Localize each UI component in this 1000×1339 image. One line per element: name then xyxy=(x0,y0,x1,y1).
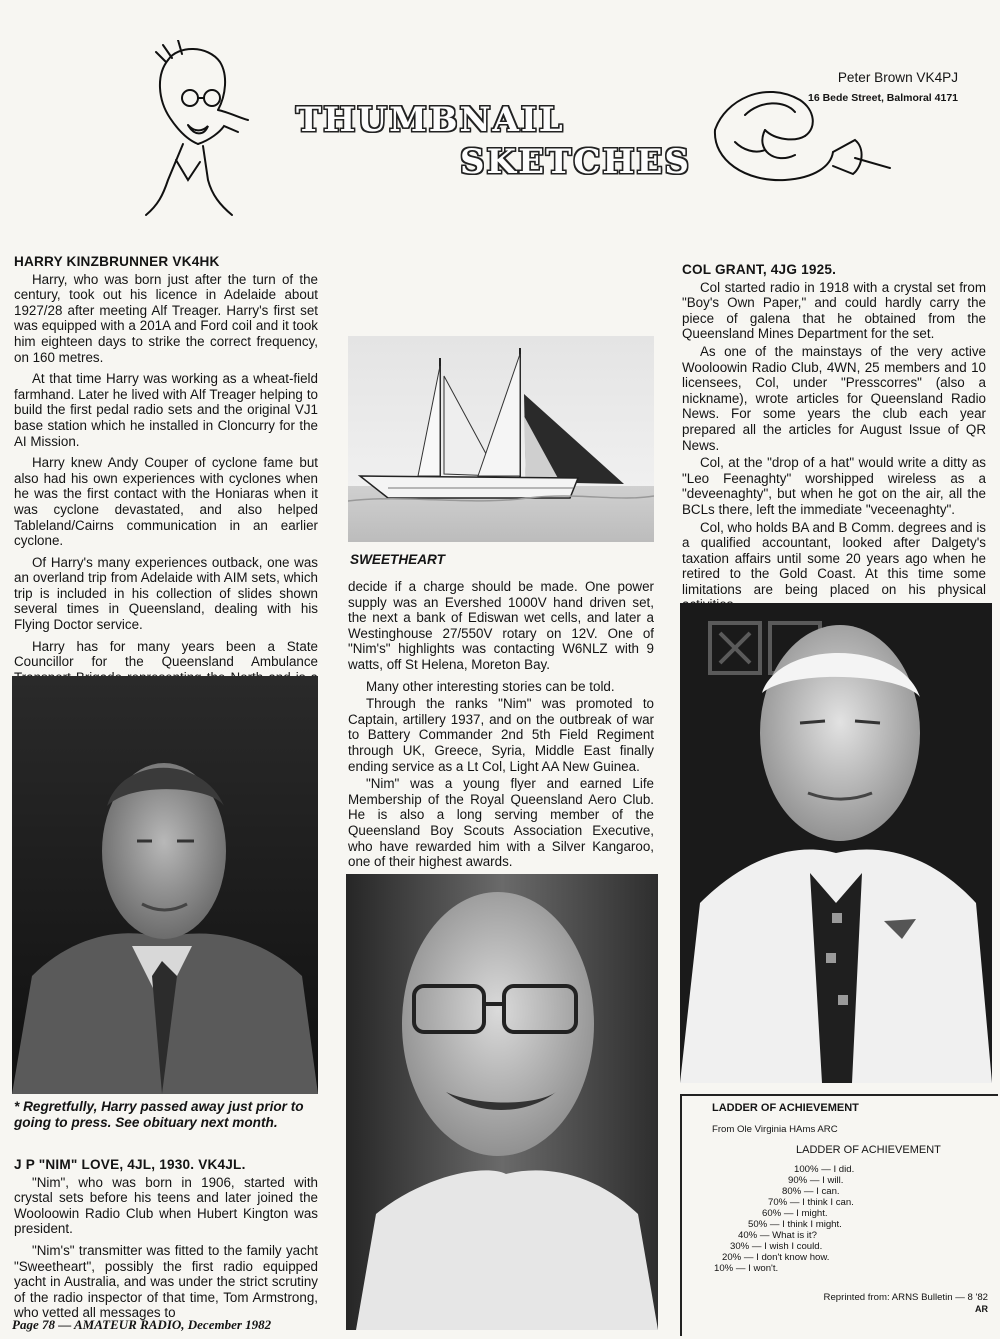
nim-column-left xyxy=(14,1157,318,1327)
harry-paragraph: Harry has for many years been a State Councillor for the Queensland Ambulance xyxy=(14,638,318,670)
harry-paragraph: Harry, who was born just after the turn of the century, took out his licence in Adelaide about 1927/28 after meeting Alf Treager. Harry's first set was equipped with a 201A and Ford coil and it took him eighteen days to strike the correct frequency, on 160 metres. xyxy=(14,271,318,365)
nim-paragraph: decide if a charge should be made. One power supply was an Evershed 1000V hand driven set, the next a bank of Ediswan wet cells, and later a Westinghouse 27/550V rotary on 12V. One of "Nim's" highlights was contacting W6NLZ with 9 watts, off St Helena, Moreton Bay. xyxy=(348,579,654,672)
yacht-photo xyxy=(348,336,654,542)
col-heading: COL GRANT, 4JG 1925. xyxy=(682,262,837,277)
harry-photo-note: * Regretfully, Harry passed away just prior to going to press. See obituary next month. xyxy=(14,1099,304,1130)
col-column xyxy=(682,262,986,619)
col-paragraph: Col, who holds BA and B Comm. degrees and is a qualified accountant, looked after Dalgety's taxation affairs until some 20 years ago when he retired to the Gold Coast. At this time some limitations are being placed on his physical xyxy=(682,519,986,597)
ladder-step: 40% — What is it? xyxy=(738,1230,817,1241)
col-paragraph: Col started radio in 1918 with a crystal set from "Boy's Own Paper," and could hardly carry the piece of galena that he obtained from the Queensland Mines Department for the set. xyxy=(682,279,986,342)
harry-paragraph: Of Harry's many experiences outback, one was an overland trip from Adelaide with AIM sets, which trip is included in his collection of slides shown several times in Queensland, dealing with his Flying Doctor service. xyxy=(14,554,318,633)
col-paragraph: Col, at the "drop of a hat" would write a ditty as "Leo Feenaghty" worshipped wireless as a "deveenaghty", but when he got on the air, all the BCLs there, left the immediate "veceenaghty". xyxy=(682,455,986,517)
ladder-step: 90% — I will. xyxy=(788,1175,844,1186)
caricature-sketch xyxy=(128,40,258,220)
nim-paragraph: "Nim" was a young flyer and earned Life Membership of the Royal Queensland Aero Club. He is also a long serving member of the Queensland Boy Scouts Association Executive, who have rewarded him with a Silver Kangaroo, one of their highest awards. xyxy=(348,776,654,870)
harry-heading: HARRY KINZBRUNNER VK4HK xyxy=(14,254,220,269)
ladder-box xyxy=(680,1094,998,1336)
ladder-reprint: Reprinted from: ARNS Bulletin — 8 '82 xyxy=(823,1292,988,1303)
page-footer: Page 78 — AMATEUR RADIO, December 1982 xyxy=(12,1317,272,1332)
ladder-step: 50% — I think I might. xyxy=(748,1219,842,1230)
title-sketches: SKETCHES xyxy=(460,142,691,182)
ar-mark: AR xyxy=(975,1304,988,1314)
nim-paragraph: "Nim's" transmitter was fitted to the family yacht "Sweetheart", possibly the first radio equipped yacht in Australia, and was under the strict scrutiny of the radio inspector of that time, Tom Armstrong, who vetted all messages to xyxy=(14,1242,318,1321)
harry-paragraph: Harry knew Andy Couper of cyclone fame but also had his own experiences with cyclones when he was the first contact with the Honiaras when it was cyclone devastated, and also helped Tableland/Cairns communication in an earlier cyclone. xyxy=(14,455,318,549)
nim-paragraph: Many other interesting stories can be told. xyxy=(366,678,615,694)
ladder-source: From Ole Virginia HAms ARC xyxy=(712,1124,838,1135)
col-paragraph: As one of the mainstays of the very active Wooloowin Radio Club, 4WN, 25 members and 10 licensees, Col, under "Presscorres" (also a nickname), wrote articles for Queensland Radio News. For some years the club each year prepared all the articles for August Issue of QR News. xyxy=(682,343,986,453)
harry-column xyxy=(14,254,318,707)
ladder-step: 80% — I can. xyxy=(782,1186,840,1197)
author-address: 16 Bede Street, Balmoral 4171 xyxy=(808,92,958,104)
nim-paragraph: Through the ranks "Nim" was promoted to Captain, artillery 1937, and on the outbreak of war to Battery Commander 2nd 5th Field Regiment through UK, Greece, Syria, Middle East finally ending service as a Lt Col, Light AA New Guinea. xyxy=(348,696,654,774)
harry-paragraph: At that time Harry was working as a wheat-field farmhand. Later he lived with Alf Treager helping to build the first pedal radio sets and the original VJ1 base station which he installed in Cloncurry for the AI Mission. xyxy=(14,371,318,449)
harry-photo xyxy=(12,676,318,1094)
ladder-step: 100% — I did. xyxy=(794,1164,855,1175)
ladder-step: 70% — I think I can. xyxy=(768,1197,854,1208)
col-photo xyxy=(680,603,992,1083)
nim-heading: J P "NIM" LOVE, 4JL, 1930. VK4JL. xyxy=(14,1157,246,1172)
title-thumbnail: THUMBNAIL xyxy=(296,100,565,140)
ladder-step: 20% — I don't know how. xyxy=(722,1252,830,1263)
yacht-caption: SWEETHEART xyxy=(350,552,445,567)
nim-photo xyxy=(346,874,658,1330)
hand-sketch xyxy=(705,70,895,200)
ladder-step: 10% — I won't. xyxy=(714,1263,779,1274)
author-name: Peter Brown VK4PJ xyxy=(837,70,958,85)
nim-column-middle xyxy=(348,579,654,876)
ladder-box-title: LADDER OF ACHIEVEMENT xyxy=(712,1102,859,1114)
ladder-steps xyxy=(682,1164,998,1274)
ladder-inner-title: LADDER OF ACHIEVEMENT xyxy=(796,1144,941,1156)
nim-paragraph: "Nim", who was born in 1906, started with crystal sets before his teens and later joined the Wooloowin Radio Club when Hubert Kington was president. xyxy=(14,1174,318,1237)
ladder-step: 60% — I might. xyxy=(762,1208,828,1219)
ladder-step: 30% — I wish I could. xyxy=(730,1241,823,1252)
